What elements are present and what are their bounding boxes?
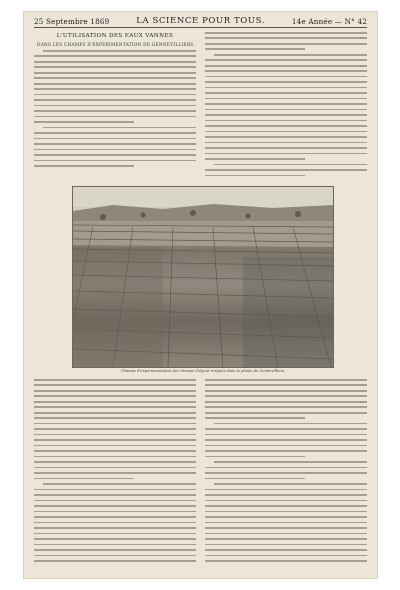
article-subhead: DANS LES CHAMPS D'EXPÉRIMENTATION DE GENNEVILLIERS. xyxy=(37,42,195,47)
text-column-top-right xyxy=(205,32,367,180)
text-column-bottom-left xyxy=(34,379,196,565)
text-column-bottom-right xyxy=(205,379,367,565)
newspaper-page xyxy=(24,12,377,578)
landscape-engraving xyxy=(73,187,333,367)
figure-caption: Champs d'expérimentation des champs d'égout irrigués dans la plaine de Gennevilliers. xyxy=(120,369,286,373)
header-rule xyxy=(34,27,367,28)
engraving-illustration xyxy=(72,186,334,368)
page-header xyxy=(34,15,367,27)
header-title: LA SCIENCE POUR TOUS. xyxy=(136,16,266,26)
header-date: 25 Septembre 1869 xyxy=(34,16,110,26)
article-headline: L'UTILISATION DES EAUX VANNES xyxy=(56,33,174,39)
text-column-top-left xyxy=(34,50,196,171)
header-issue: 14e Année — N° 42 xyxy=(291,16,367,26)
